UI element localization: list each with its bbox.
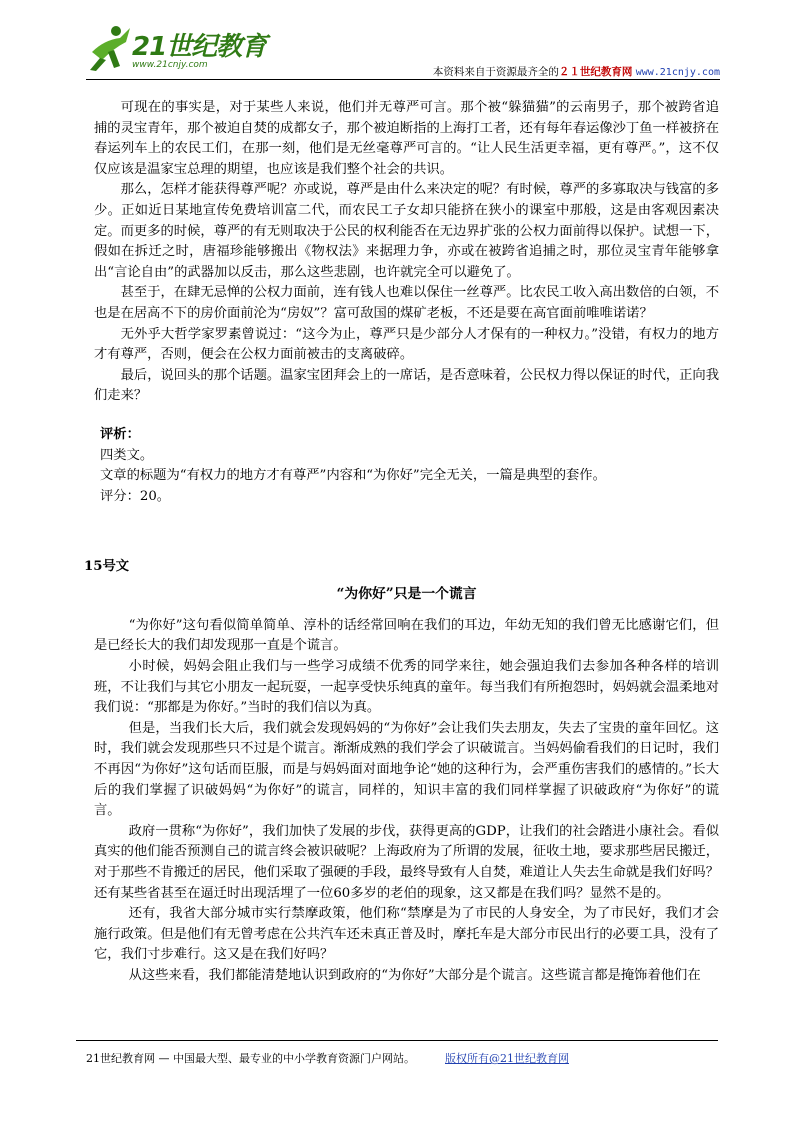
- essay-14-paragraph: 最后，说回头的那个话题。温家宝团拜会上的一席话，是否意味着，公民权力得以保证的时代，正向我们走来？: [94, 367, 719, 404]
- footer-copyright-link[interactable]: 版权所有@21世纪教育网: [445, 1052, 569, 1065]
- essay-14-section: [94, 98, 719, 507]
- slogan-prefix: 本资料来自于资源最齐全的: [432, 66, 559, 78]
- footer-divider: [76, 1040, 718, 1041]
- essay-15-paragraph: 但是，当我们长大后，我们就会发现妈妈的“为你好”会让我们失去朋友，失去了宝贵的童年回忆。这时，我们就会发现那些只不过是个谎言。渐渐成熟的我们学会了识破谎言。当妈妈偷看我们的日记时，我们不再因“为你好”这句话而臣服，而是与妈妈面对面地争论“她的这种行为，会严重伤害我们的感情的。”长大后的我们掌握了识破妈妈“为你好”的谎言，同样的，知识丰富的我们同样掌握了识破政府“为你好”的谎言。: [94, 720, 719, 819]
- running-figure-logo-icon: [86, 22, 134, 74]
- essay-15-paragraph: 政府一贯称“为你好”，我们加快了发展的步伐，获得更高的GDP，让我们的社会踏进小康社会。看似真实的他们能否预测自己的谎言终会被识破呢？上海政府为了所谓的发展，征收土地，要求那些居民搬迁，对于那些不肯搬迁的居民，他们采取了强硬的手段，最终导致有人自焚，难道让人失去生命就是我们好吗？还有某些省甚至在逼迁时出现活埋了一位60多岁的老伯的现象，这又都是在我们吗？显然不是的。: [94, 823, 719, 901]
- header-slogan: [433, 64, 720, 79]
- header-divider: [86, 79, 720, 80]
- spacer: [94, 507, 719, 557]
- essay-number: 15号文: [84, 559, 130, 575]
- review-title: 评析：: [100, 426, 140, 442]
- spacer: [94, 407, 719, 425]
- essay-15-paragraph: 从这些来看，我们都能清楚地认识到政府的“为你好”大部分是个谎言。这些谎言都是掩饰着他们在: [128, 967, 701, 983]
- essay-15-paragraph: “为你好”这句看似简单简单、淳朴的话经常回响在我们的耳边，年幼无知的我们曾无比感谢它们，但是已经长大的我们却发现那一直是个谎言。: [94, 617, 719, 654]
- essay-15-paragraph: 还有，我省大部分城市实行禁摩政策，他们称“禁摩是为了市民的人身安全，为了市民好，我们才会施行政策。但是他们有无曾考虑在公共汽车还未真正普及时，摩托车是大部分市民出行的必要工具，没有了它，我们寸步难行。这又是在我们好吗？: [94, 906, 719, 963]
- essay-14-paragraph: 可现在的事实是，对于某些人来说，他们并无尊严可言。那个被“躲猫猫”的云南男子，那个被跨省追捕的灵宝青年，那个被迫自焚的成都女子，那个被迫断指的上海打工者，还有每年春运像沙丁鱼一样被挤在春运列车上的农民工们，在那一刻，他们是无丝毫尊严可言的。“让人民生活更幸福，更有尊严。”，这不仅仅应该是温家宝总理的期望，也应该是我们整个社会的共识。: [94, 100, 719, 177]
- page-footer: [86, 1050, 569, 1066]
- essay-15-section: [84, 557, 719, 986]
- site-logo[interactable]: [86, 22, 266, 80]
- essay-15-paragraph: 小时候，妈妈会阻止我们与一些学习成绩不优秀的同学来往，她会强迫我们去参加各种各样的培训班，不让我们与其它小朋友一起玩耍，一起享受快乐纯真的童年。每当我们有所抱怨时，妈妈就会温柔地对我们说：“那都是为你好。”当时的我们信以为真。: [94, 659, 719, 716]
- essay-14-paragraph: 甚至于，在肆无忌惮的公权力面前，连有钱人也难以保住一丝尊严。比农民工收入高出数倍的白领，不也是在居高不下的房价面前沦为“房奴”？富可敌国的煤矿老板，不还是要在高官面前唯唯诺诺？: [94, 285, 719, 321]
- slogan-site-link[interactable]: www.21cnjy.com: [635, 67, 720, 78]
- page-header: [86, 22, 720, 80]
- essay-14-paragraph: 那么，怎样才能获得尊严呢？亦或说，尊严是由什么来决定的呢？有时候，尊严的多寡取决与钱富的多少。正如近日某地宣传免费培训富二代，而农民工子女却只能挤在狭小的课室中那般，这是由客观因素决定。而更多的时候，尊严的有无则取决于公民的权利能否在无边界扩张的公权力面前得以保护。试想一下，假如在拆迁之时，唐福珍能够搬出《物权法》来据理力争，亦或在被跨省追捕之时，那位灵宝青年能够拿出“言论自由”的武器加以反击，那么这些悲剧，也许就完全可以避免了。: [94, 182, 719, 280]
- review-line: 文章的标题为“有权力的地方才有尊严”内容和“为你好”完全无关，一篇是典型的套作。: [100, 468, 606, 484]
- footer-text: 21世纪教育网 — 中国最大型、最专业的中小学教育资源门户网站。: [86, 1052, 415, 1065]
- review-line: 四类文。: [100, 447, 154, 463]
- essay-14-paragraph: 无外乎大哲学家罗素曾说过：“这今为止，尊严只是少部分人才保有的一种权力。”没错，有权力的地方才有尊严，否则，便会在公权力面前被击的支离破碎。: [94, 326, 719, 363]
- document-body: [84, 98, 719, 987]
- review-line: 评分：20。: [100, 488, 171, 504]
- logo-name: 21世纪教育: [132, 32, 267, 62]
- essay-title: “为你好”只是一个谎言: [336, 585, 477, 602]
- essay-14-review: [94, 425, 719, 507]
- slogan-brand: ２１世纪教育网: [558, 66, 633, 78]
- logo-url: www.21cnjy.com: [132, 60, 208, 70]
